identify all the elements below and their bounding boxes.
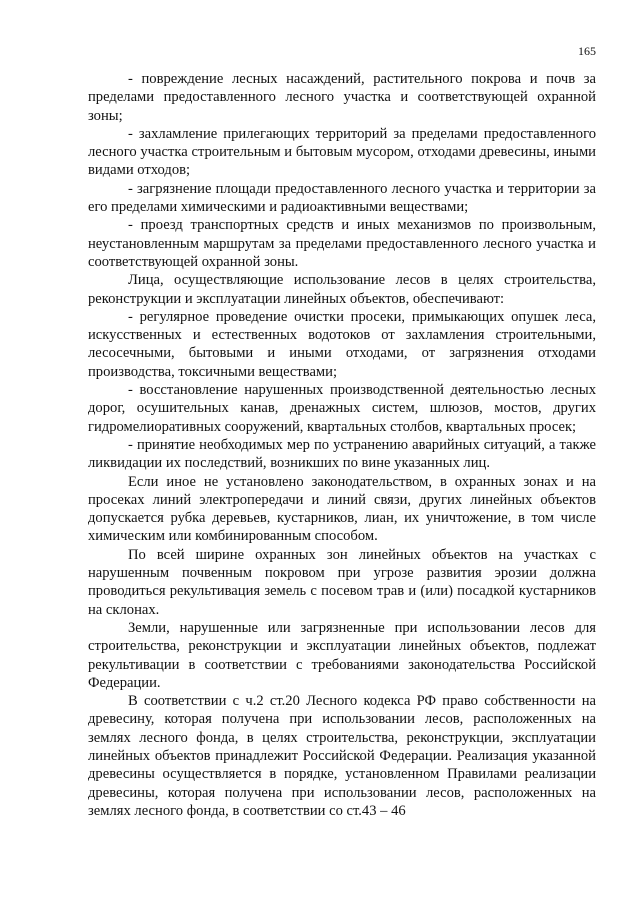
paragraph: - загрязнение площади предоставленного лесного участка и территории за его пределами химическими и радиоактивными веществами; <box>88 180 596 216</box>
paragraph: По всей ширине охранных зон линейных объектов на участках с нарушенным почвенным покровом при угрозе развития эрозии должна проводиться рекультивация земель с посевом трав и (или) посадкой кустарников на склонах. <box>88 546 596 618</box>
body-text <box>88 70 596 820</box>
paragraph: Лица, осуществляющие использование лесов в целях строительства, реконструкции и эксплуатации линейных объектов, обеспечивают: <box>88 272 596 307</box>
paragraph: - восстановление нарушенных производственной деятельностью лесных дорог, осушительных канав, дренажных систем, шлюзов, мостов, других гидромелиоративных сооружений, квартальных столбов, квартальных просек; <box>88 382 596 435</box>
paragraph: - регулярное проведение очистки просеки, примыкающих опушек леса, искусственных и естественных водотоков от захламления строительными, лесосечными, бытовыми и иными отходами, от загрязнения отходами производства, токсичными веществами; <box>88 308 596 380</box>
paragraph: Земли, нарушенные или загрязненные при использовании лесов для строительства, реконструкции и эксплуатации линейных объектов, подлежат рекультивации в соответствии с требованиями законодательства Российской Федерации. <box>88 619 596 691</box>
paragraph: - проезд транспортных средств и иных механизмов по произвольным, неустановленным маршрутам за пределами предоставленного лесного участка и соответствующей охранной зоны. <box>88 217 596 270</box>
page-number: 165 <box>578 44 596 58</box>
paragraph: - повреждение лесных насаждений, растительного покрова и почв за пределами предоставленного лесного участка и соответствующей охранной зоны; <box>88 71 596 124</box>
paragraph: - принятие необходимых мер по устранению аварийных ситуаций, а также ликвидации их последствий, возникших по вине указанных лиц. <box>88 436 596 472</box>
paragraph: В соответствии с ч.2 ст.20 Лесного кодекса РФ право собственности на древесину, которая получена при использовании лесов, расположенных на землях лесного фонда, в целях строительства, реконструкции, эксплуатации линейных объектов принадлежит Российской Федерации. Реализация указанной древесины осуществляется в порядке, установленном Правилами реализации древесины, которая получена при использовании лесов, расположенных на землях лесного фонда, в соответствии со ст.43 – 46 <box>88 693 596 819</box>
paragraph: - захламление прилегающих территорий за пределами предоставленного лесного участка строительным и бытовым мусором, отходами древесины, иными видами отходов; <box>88 125 596 179</box>
paragraph: Если иное не установлено законодательством, в охранных зонах и на просеках линий электропередачи и линий связи, других линейных объектов допускается рубка деревьев, кустарников, лиан, их уничтожение, в том числе химическим или комбинированным способом. <box>88 473 596 545</box>
